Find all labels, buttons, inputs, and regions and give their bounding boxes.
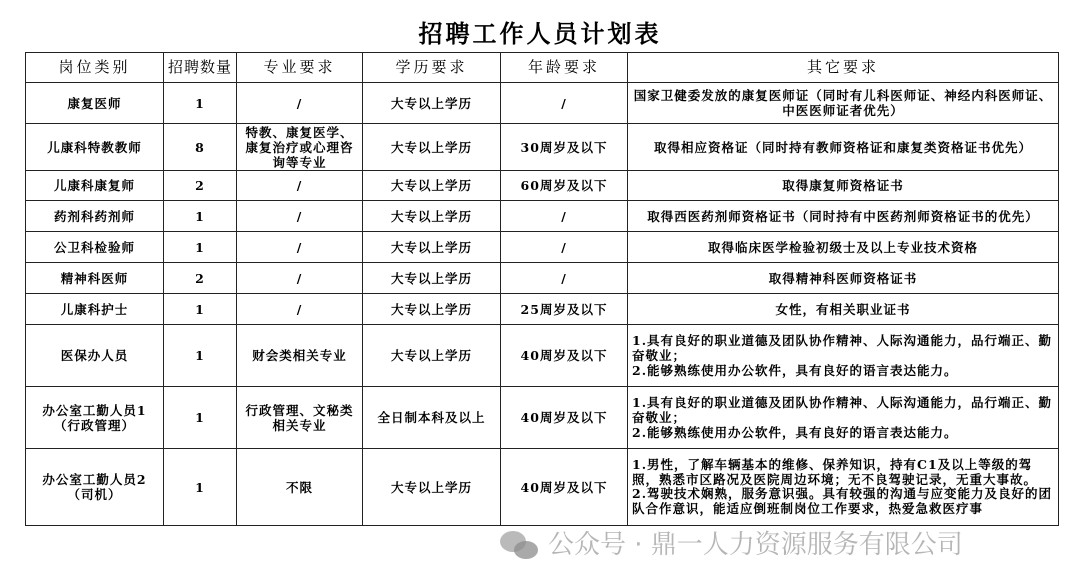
table-row bbox=[26, 124, 1059, 171]
watermark-text: 公众号 · 鼎一人力资源服务有限公司 bbox=[548, 530, 963, 560]
cell-age: 25周岁及以下 bbox=[501, 294, 628, 325]
cell-position: 康复医师 bbox=[26, 83, 164, 124]
cell-major: / bbox=[237, 263, 363, 294]
cell-age: 40周岁及以下 bbox=[501, 387, 628, 449]
cell-other: 取得相应资格证（同时持有教师资格证和康复类资格证书优先） bbox=[628, 124, 1059, 171]
header-position: 岗位类别 bbox=[26, 53, 164, 83]
cell-count: 1 bbox=[164, 201, 237, 232]
cell-other: 女性，有相关职业证书 bbox=[628, 294, 1059, 325]
cell-major: / bbox=[237, 232, 363, 263]
table-row bbox=[26, 201, 1059, 232]
cell-education: 全日制本科及以上 bbox=[363, 387, 501, 449]
cell-education: 大专以上学历 bbox=[363, 171, 501, 201]
table-row bbox=[26, 171, 1059, 201]
cell-count: 2 bbox=[164, 171, 237, 201]
header-education: 学历要求 bbox=[363, 53, 501, 83]
cell-education: 大专以上学历 bbox=[363, 232, 501, 263]
cell-position: 儿康科护士 bbox=[26, 294, 164, 325]
page-title: 招聘工作人员计划表 bbox=[418, 19, 662, 48]
cell-position: 医保办人员 bbox=[26, 325, 164, 387]
cell-major: 财会类相关专业 bbox=[237, 325, 363, 387]
cell-age: / bbox=[501, 83, 628, 124]
cell-major: / bbox=[237, 171, 363, 201]
table-row bbox=[26, 449, 1059, 526]
recruitment-table bbox=[25, 52, 1059, 526]
cell-age: / bbox=[501, 201, 628, 232]
cell-major: / bbox=[237, 201, 363, 232]
cell-other: 取得精神科医师资格证书 bbox=[628, 263, 1059, 294]
cell-age: 40周岁及以下 bbox=[501, 325, 628, 387]
header-major: 专业要求 bbox=[237, 53, 363, 83]
table-row bbox=[26, 232, 1059, 263]
cell-count: 8 bbox=[164, 124, 237, 171]
cell-other: 取得临床医学检验初级士及以上专业技术资格 bbox=[628, 232, 1059, 263]
cell-count: 2 bbox=[164, 263, 237, 294]
cell-count: 1 bbox=[164, 387, 237, 449]
cell-position: 精神科医师 bbox=[26, 263, 164, 294]
cell-count: 1 bbox=[164, 325, 237, 387]
cell-count: 1 bbox=[164, 83, 237, 124]
cell-age: 60周岁及以下 bbox=[501, 171, 628, 201]
cell-age: / bbox=[501, 263, 628, 294]
cell-position: 儿康科康复师 bbox=[26, 171, 164, 201]
table-header-row bbox=[26, 53, 1059, 83]
cell-major: / bbox=[237, 83, 363, 124]
cell-position: 办公室工勤人员1（行政管理） bbox=[26, 387, 164, 449]
cell-count: 1 bbox=[164, 449, 237, 526]
cell-position: 儿康科特教教师 bbox=[26, 124, 164, 171]
wechat-icon bbox=[500, 530, 540, 560]
table-row bbox=[26, 83, 1059, 124]
header-age: 年龄要求 bbox=[501, 53, 628, 83]
cell-major: 特教、康复医学、康复治疗或心理咨询等专业 bbox=[237, 124, 363, 171]
header-count: 招聘数量 bbox=[164, 53, 237, 83]
cell-position: 公卫科检验师 bbox=[26, 232, 164, 263]
cell-other: 1.具有良好的职业道德及团队协作精神、人际沟通能力，品行端正、勤奋敬业； 2.能够熟练使用办公软件，具有良好的语言表达能力。 bbox=[628, 325, 1059, 387]
cell-other: 取得康复师资格证书 bbox=[628, 171, 1059, 201]
cell-education: 大专以上学历 bbox=[363, 325, 501, 387]
cell-education: 大专以上学历 bbox=[363, 83, 501, 124]
cell-other: 国家卫健委发放的康复医师证（同时有儿科医师证、神经内科医师证、中医医师证者优先） bbox=[628, 83, 1059, 124]
cell-position: 药剂科药剂师 bbox=[26, 201, 164, 232]
cell-position: 办公室工勤人员2（司机） bbox=[26, 449, 164, 526]
cell-count: 1 bbox=[164, 294, 237, 325]
cell-education: 大专以上学历 bbox=[363, 263, 501, 294]
cell-age: 40周岁及以下 bbox=[501, 449, 628, 526]
cell-education: 大专以上学历 bbox=[363, 201, 501, 232]
table-row bbox=[26, 294, 1059, 325]
cell-major: 行政管理、文秘类相关专业 bbox=[237, 387, 363, 449]
cell-age: 30周岁及以下 bbox=[501, 124, 628, 171]
cell-education: 大专以上学历 bbox=[363, 124, 501, 171]
cell-education: 大专以上学历 bbox=[363, 449, 501, 526]
cell-major: 不限 bbox=[237, 449, 363, 526]
header-other: 其它要求 bbox=[628, 53, 1059, 83]
cell-other: 1.男性，了解车辆基本的维修、保养知识，持有C1及以上等级的驾照，熟悉市区路况及医院周边环境；无不良驾驶记录，无重大事故。 2.驾驶技术娴熟，服务意识强。具有较强的沟通与应变能力及良好的团队合作意识，能适应倒班制岗位工作要求，热爱急救医疗事 bbox=[628, 449, 1059, 526]
table-row bbox=[26, 325, 1059, 387]
cell-major: / bbox=[237, 294, 363, 325]
table-row bbox=[26, 387, 1059, 449]
cell-age: / bbox=[501, 232, 628, 263]
table-row bbox=[26, 263, 1059, 294]
watermark bbox=[500, 530, 963, 560]
cell-other: 取得西医药剂师资格证书（同时持有中医药剂师资格证书的优先） bbox=[628, 201, 1059, 232]
cell-count: 1 bbox=[164, 232, 237, 263]
cell-education: 大专以上学历 bbox=[363, 294, 501, 325]
cell-other: 1.具有良好的职业道德及团队协作精神、人际沟通能力，品行端正、勤奋敬业； 2.能够熟练使用办公软件，具有良好的语言表达能力。 bbox=[628, 387, 1059, 449]
